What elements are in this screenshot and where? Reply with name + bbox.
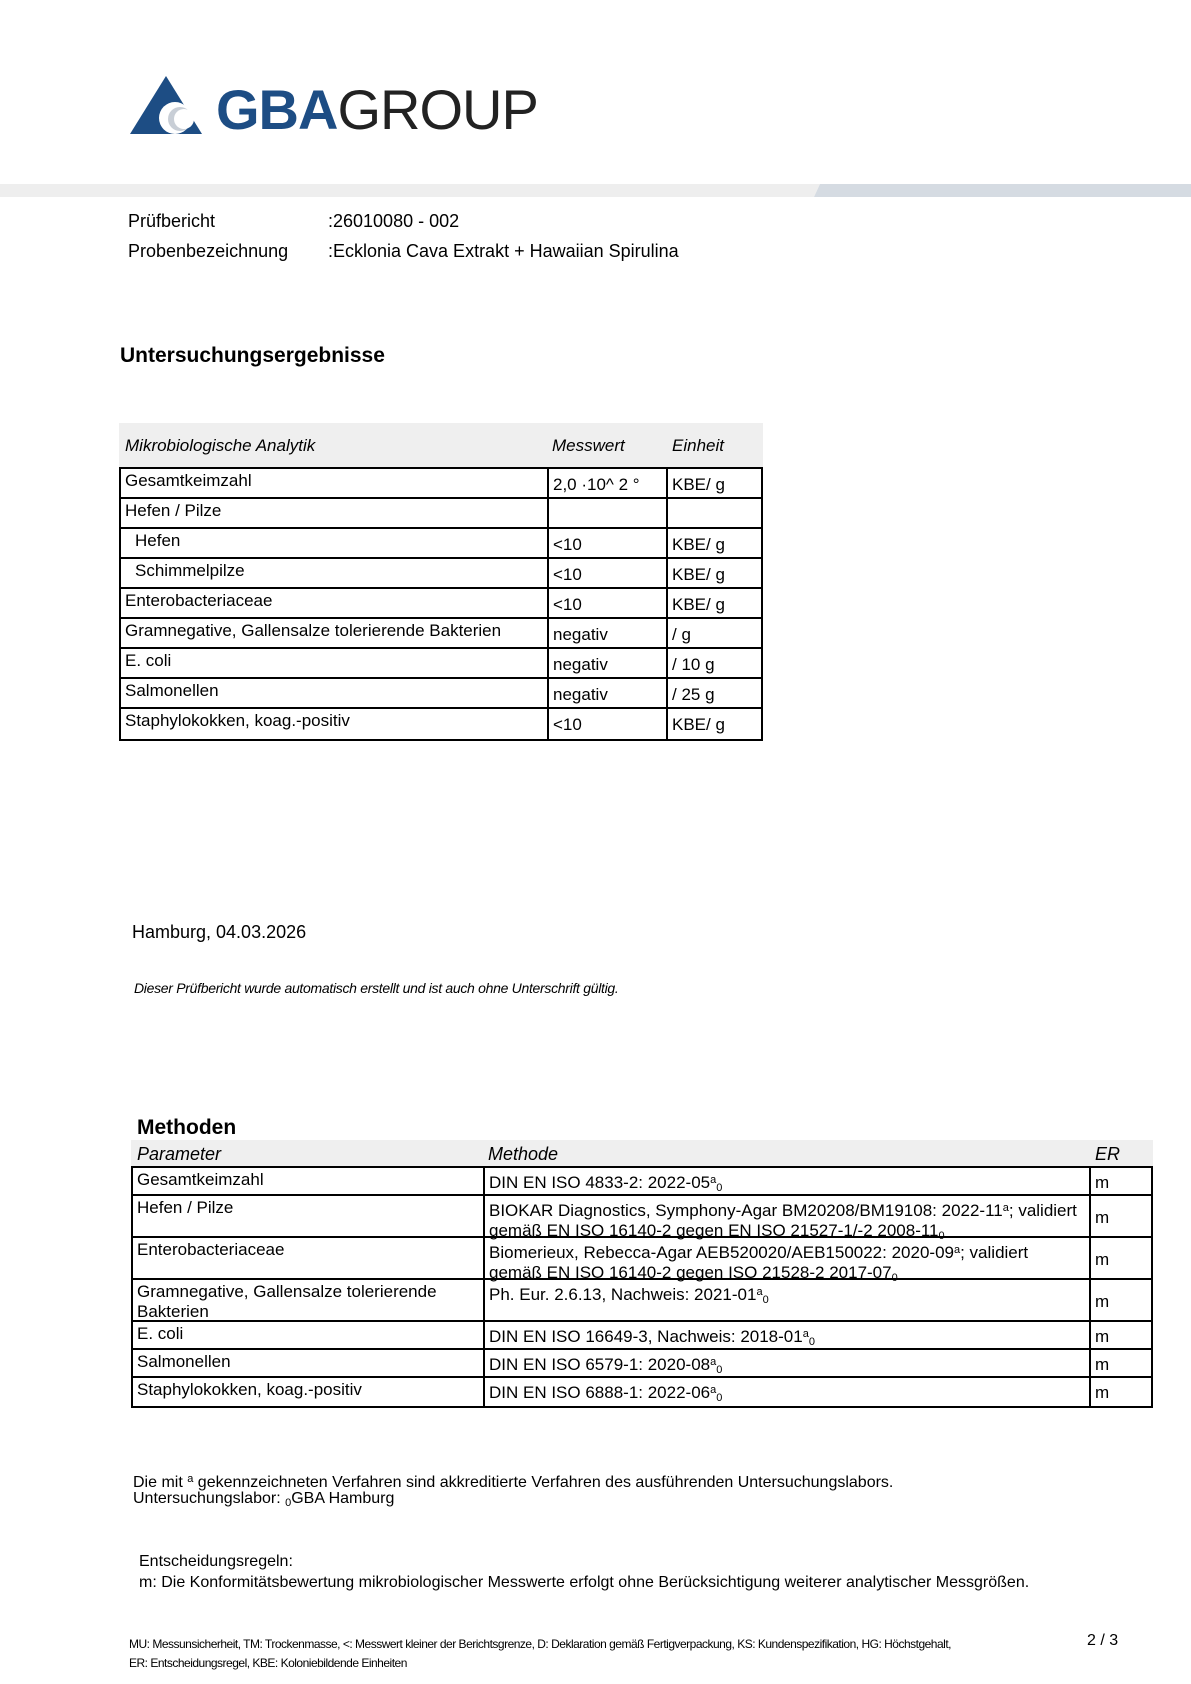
place-date: Hamburg, 04.03.2026 [132, 922, 307, 942]
method-er: m [1095, 1250, 1110, 1269]
report-value: :26010080 - 002 [328, 211, 460, 231]
method-parameter: Gramnegative, Gallensalze tolerierende Bakterien [137, 1282, 437, 1321]
col-method: Methode [488, 1144, 559, 1164]
decision-rules-text: m: Die Konformitätsbewertung mikrobiologischer Messwerte erfolgt ohne Berücksichtigung weiterer analytischer Messgrößen. [139, 1574, 1030, 1591]
row-analysis: Gesamtkeimzahl [125, 471, 252, 490]
row-value: <10 [553, 715, 582, 734]
page-number: 2 / 3 [1087, 1632, 1119, 1649]
col-unit: Einheit [672, 436, 724, 455]
table-row [133, 1378, 1151, 1406]
col-er: ER [1095, 1144, 1121, 1164]
results-table-header [119, 423, 763, 467]
row-unit: / 10 g [672, 655, 715, 674]
table-row [121, 649, 761, 679]
results-title: Untersuchungsergebnisse [120, 344, 385, 367]
table-row [133, 1322, 1151, 1350]
table-row [121, 559, 761, 589]
row-value: 2,0 ·10^ 2 ° [553, 475, 640, 494]
table-row [121, 469, 761, 499]
method-er: m [1095, 1355, 1110, 1374]
method-description: DIN EN ISO 16649-3, Nachweis: $2018-01^a_0$ [489, 1327, 815, 1348]
row-analysis: E. coli [125, 651, 172, 670]
methods-title: Methoden [137, 1116, 237, 1139]
method-description: DIN EN ISO 4833-2: $2022-05^a_0$ [489, 1173, 723, 1194]
table-row [133, 1280, 1151, 1322]
footer-line-2: ER: Entscheidungsregel, KBE: Koloniebildende Einheiten [129, 1656, 407, 1670]
table-row [133, 1238, 1151, 1284]
results-table-body [119, 467, 763, 741]
row-unit: KBE/ g [672, 715, 725, 734]
table-row [121, 709, 761, 739]
row-analysis: Salmonellen [125, 681, 219, 700]
table-row [133, 1350, 1151, 1378]
method-parameter: Salmonellen [137, 1352, 231, 1371]
header-band [0, 184, 1191, 197]
method-er: m [1095, 1173, 1110, 1192]
method-er: m [1095, 1327, 1110, 1346]
col-parameter: Parameter [137, 1144, 222, 1164]
table-row [121, 619, 761, 649]
col-analysis: Mikrobiologische Analytik [125, 436, 316, 455]
report-label: Prüfbericht [128, 211, 216, 231]
method-er: m [1095, 1383, 1110, 1402]
row-value: negativ [553, 625, 608, 644]
logo-wordmark: GBAGROUP [216, 78, 538, 141]
methods-table-header [131, 1140, 1153, 1166]
sample-value: :Ecklonia Cava Extrakt + Hawaiian Spirulina [328, 241, 679, 261]
row-value: <10 [553, 565, 582, 584]
row-unit: KBE/ g [672, 535, 725, 554]
row-analysis: Hefen [135, 531, 181, 550]
row-unit: KBE/ g [672, 475, 725, 494]
method-er: m [1095, 1292, 1110, 1311]
method-parameter: Hefen / Pilze [137, 1198, 234, 1217]
lab-note: Untersuchungslabor: $_0$GBA Hamburg [133, 1490, 395, 1509]
row-value: <10 [553, 595, 582, 614]
method-description: BIOKAR Diagnostics, Symphony-Agar BM20208/BM19108: 2022-11$^a$; validiert gemäß EN ISO 16140-2 gegen EN ISO 21527-1/-2 $2008-11_0$ [489, 1201, 1077, 1242]
accreditation-note: Die mit $^a$ gekennzeichneten Verfahren sind akkreditierte Verfahren des ausführenden Untersuchungslabors. [133, 1473, 894, 1491]
table-row [121, 499, 761, 529]
method-parameter: Gesamtkeimzahl [137, 1170, 264, 1189]
logo-mark-icon [130, 76, 210, 136]
gba-group-logo [130, 76, 560, 146]
method-parameter: Enterobacteriaceae [137, 1240, 285, 1259]
row-analysis: Enterobacteriaceae [125, 591, 273, 610]
row-analysis: Hefen / Pilze [125, 501, 222, 520]
decision-rules-label: Entscheidungsregeln: [139, 1553, 293, 1570]
row-value: <10 [553, 535, 582, 554]
method-parameter: E. coli [137, 1324, 184, 1343]
footer-abbreviations [129, 1635, 1029, 1673]
row-analysis: Staphylokokken, koag.-positiv [125, 711, 350, 730]
row-unit: KBE/ g [672, 565, 725, 584]
row-analysis: Schimmelpilze [135, 561, 245, 580]
method-description: Ph. Eur. 2.6.13, Nachweis: $2021-01^a_0$ [489, 1285, 769, 1306]
table-row [133, 1168, 1151, 1196]
table-row [121, 679, 761, 709]
row-unit: KBE/ g [672, 595, 725, 614]
sample-label: Probenbezeichnung [128, 241, 289, 261]
method-er: m [1095, 1208, 1110, 1227]
col-value: Messwert [552, 436, 625, 455]
method-description: DIN EN ISO 6579-1: $2020-08^a_0$ [489, 1355, 723, 1376]
footer-line-1: MU: Messunsicherheit, TM: Trockenmasse, <: Messwert kleiner der Berichtsgrenze, D: Deklaration gemäß Fertigverpackung, KS: Kundenspezifikation, HG: Höchstgehalt, [129, 1637, 951, 1651]
table-row [133, 1196, 1151, 1242]
row-unit: / 25 g [672, 685, 715, 704]
methods-table-body [131, 1166, 1153, 1408]
auto-generated-note: Dieser Prüfbericht wurde automatisch erstellt und ist auch ohne Unterschrift gültig. [134, 980, 619, 996]
row-unit: / g [672, 625, 691, 644]
row-value: negativ [553, 685, 608, 704]
row-analysis: Gramnegative, Gallensalze tolerierende Bakterien [125, 621, 502, 640]
method-description: DIN EN ISO 6888-1: $2022-06^a_0$ [489, 1383, 723, 1404]
method-parameter: Staphylokokken, koag.-positiv [137, 1380, 362, 1399]
method-description: Biomerieux, Rebecca-Agar AEB520020/AEB150022: 2020-09$^a$; validiert gemäß EN ISO 16140-2 gegen ISO 21528-2 $2017-07_0$ [489, 1243, 1029, 1284]
row-value: negativ [553, 655, 608, 674]
table-row [121, 529, 761, 559]
table-row [121, 589, 761, 619]
